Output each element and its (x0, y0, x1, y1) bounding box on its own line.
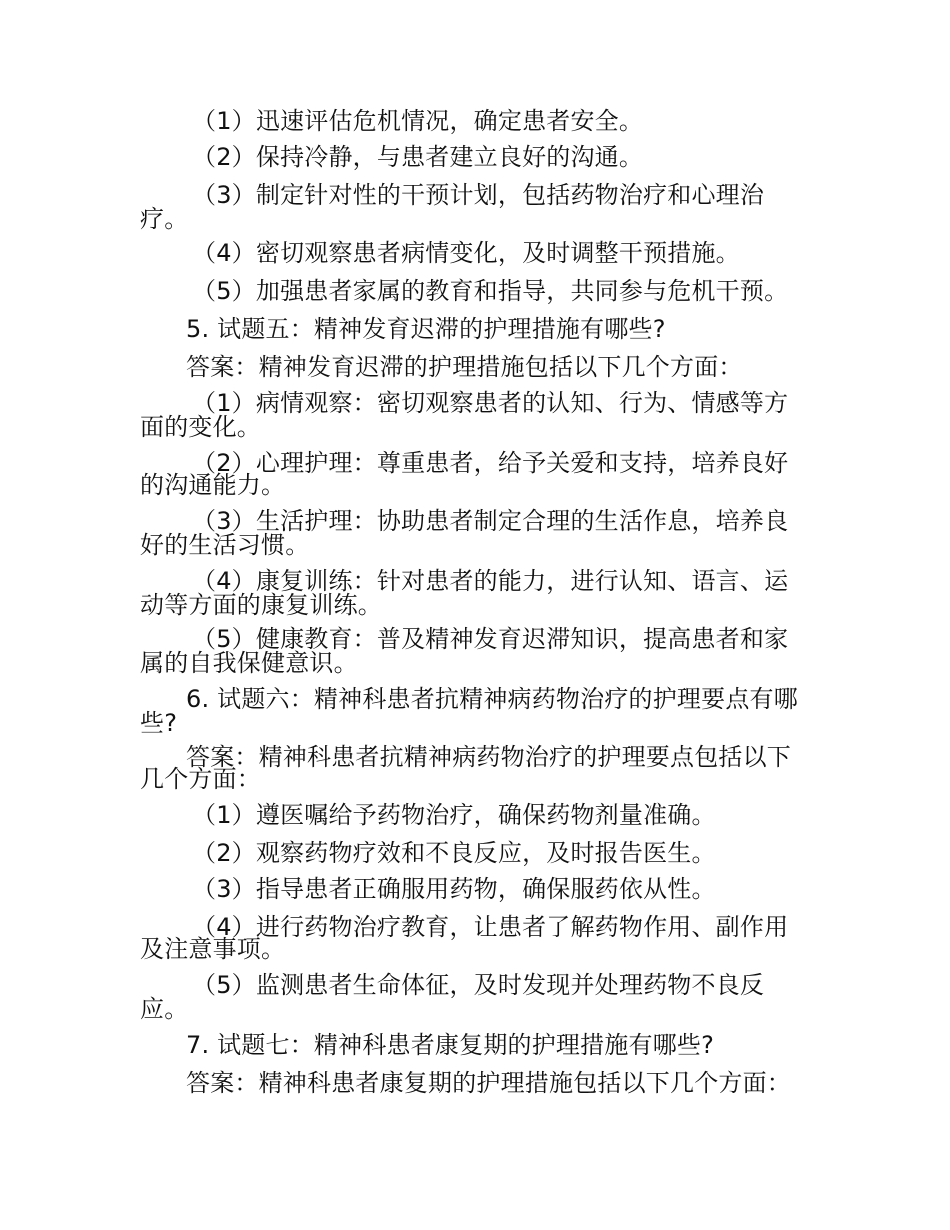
text-line: （5）健康教育：普及精神发育迟滞知识，提高患者和家 (192, 625, 789, 653)
question-heading: 6. 试题六：精神科患者抗精神病药物治疗的护理要点有哪 (186, 685, 798, 713)
text-line: （2）观察药物疗效和不良反应，及时报告医生。 (192, 839, 716, 867)
text-line: （4）康复训练：针对患者的能力，进行认知、语言、运 (192, 567, 789, 595)
text-line: （1）遵医嘱给予药物治疗，确保药物剂量准确。 (192, 801, 716, 829)
text-line: 动等方面的康复训练。 (140, 591, 382, 619)
text-line: （2）心理护理：尊重患者，给予关爱和支持，培养良好 (192, 449, 789, 477)
text-line: （5）监测患者生命体征，及时发现并处理药物不良反 (192, 971, 765, 999)
question-heading: 7. 试题七：精神科患者康复期的护理措施有哪些? (186, 1031, 715, 1059)
text-line: （1）迅速评估危机情况，确定患者安全。 (192, 107, 644, 135)
answer-intro: 答案：精神科患者康复期的护理措施包括以下几个方面： (186, 1069, 791, 1097)
text-line: （4）密切观察患者病情变化，及时调整干预措施。 (192, 239, 740, 267)
text-line: （3）生活护理：协助患者制定合理的生活作息，培养良 (192, 507, 789, 535)
text-line: 疗。 (140, 205, 189, 233)
answer-intro: 答案：精神科患者抗精神病药物治疗的护理要点包括以下 (186, 743, 791, 771)
text-line: 属的自我保健意识。 (140, 649, 358, 677)
question-heading: 5. 试题五：精神发育迟滞的护理措施有哪些? (186, 315, 666, 343)
text-line: （4）进行药物治疗教育，让患者了解药物作用、副作用 (192, 913, 789, 941)
text-line: 些? (140, 709, 178, 737)
text-line: 的沟通能力。 (140, 471, 286, 499)
text-line: 及注意事项。 (140, 935, 286, 963)
text-line: （5）加强患者家属的教育和指导，共同参与危机干预。 (192, 277, 789, 305)
answer-intro: 答案：精神发育迟滞的护理措施包括以下几个方面： (186, 353, 743, 381)
text-line: 面的变化。 (140, 413, 261, 441)
text-line: （3）制定针对性的干预计划，包括药物治疗和心理治 (192, 181, 765, 209)
text-line: （3）指导患者正确服用药物，确保服药依从性。 (192, 875, 716, 903)
text-line: （1）病情观察：密切观察患者的认知、行为、情感等方 (192, 389, 789, 417)
text-line: 应。 (140, 995, 189, 1023)
text-line: 好的生活习惯。 (140, 531, 310, 559)
text-line: （2）保持冷静，与患者建立良好的沟通。 (192, 143, 644, 171)
text-line: 几个方面： (140, 765, 261, 793)
